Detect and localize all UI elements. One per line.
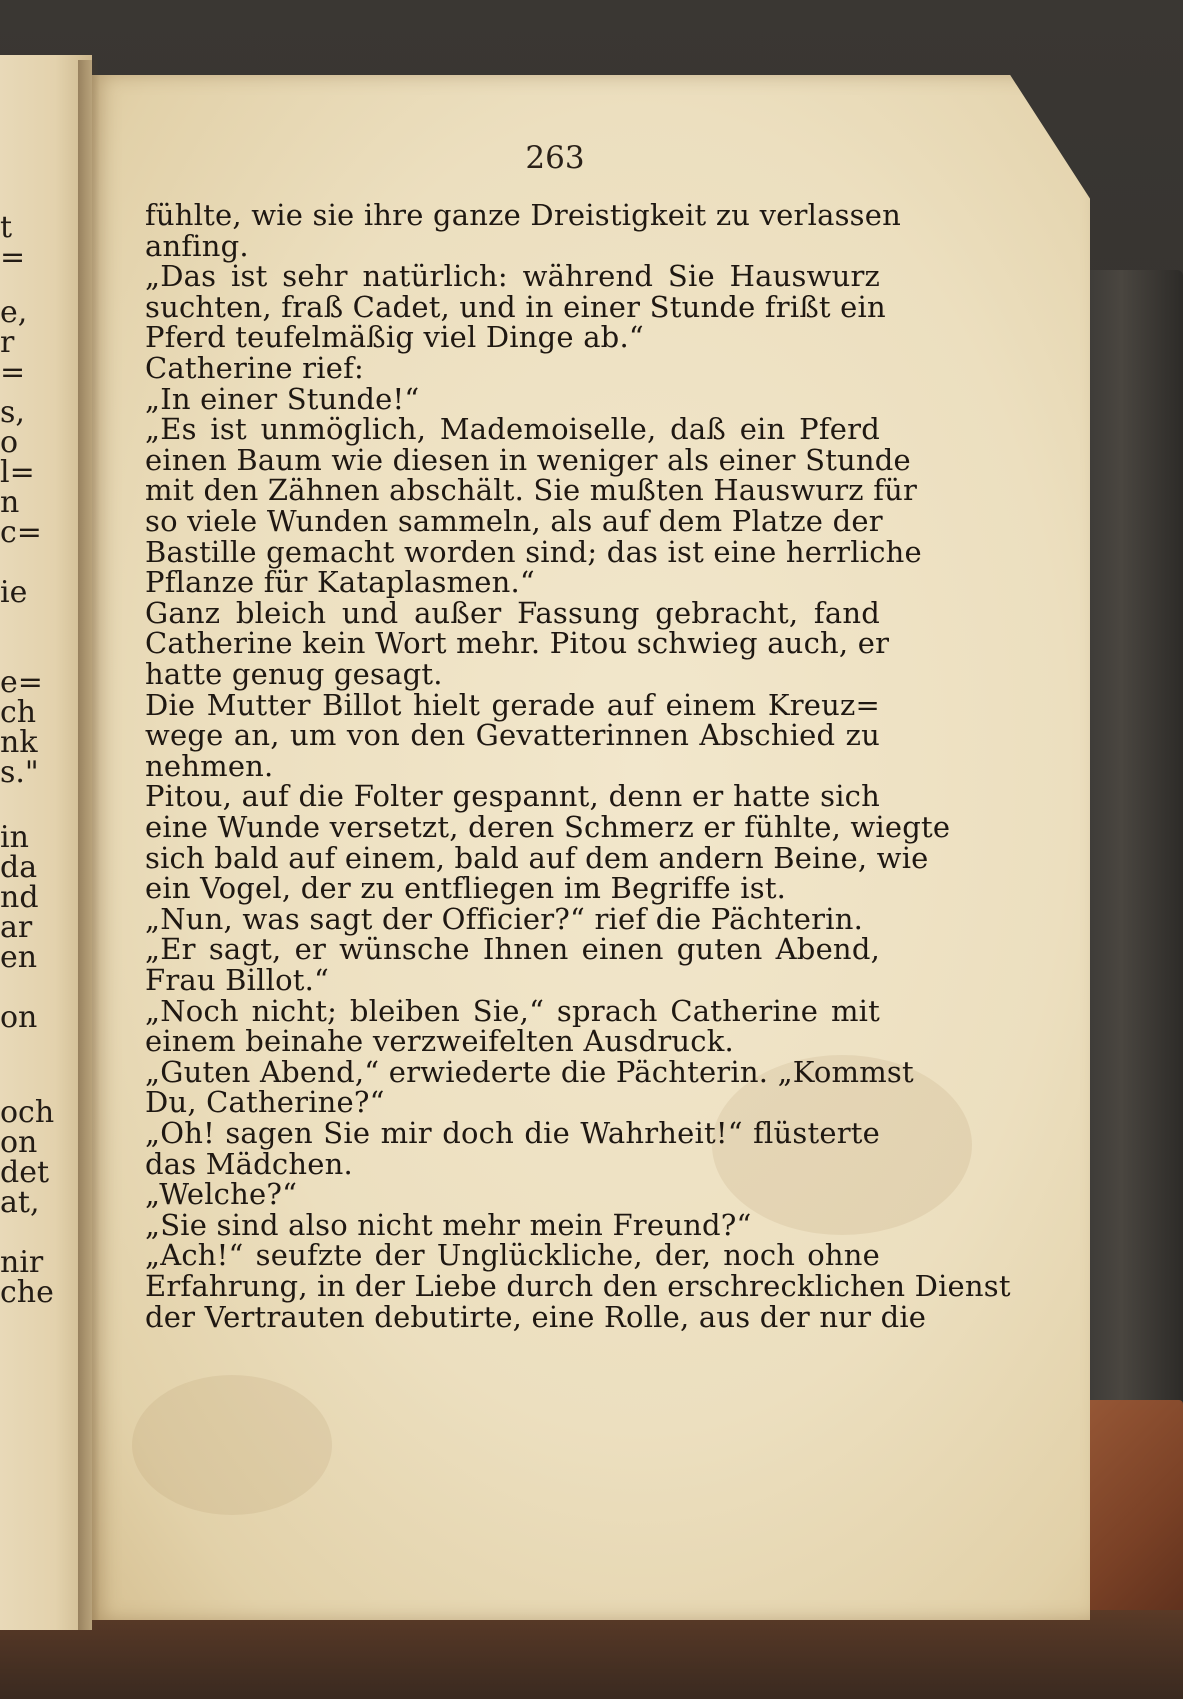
text-line: „Ach!“ seufzte der Unglückliche, der, noch ohne [145,1238,880,1272]
left-page-fragment: r [0,325,15,360]
paper-stain [132,1375,332,1515]
text-line: „Nun, was sagt der Officier?“ rief die Pächterin. [145,902,864,936]
page-number: 263 [525,140,585,176]
book-spine-bottom [0,1610,1183,1699]
left-page-fragment: ch [0,695,37,730]
text-line: das Mädchen. [145,1147,353,1181]
left-page-fragment: nk [0,725,38,760]
left-page-fragment: nir [0,1245,44,1280]
text-line: so viele Wunden sammeln, als auf dem Platze der [145,504,883,538]
left-page-fragment: on [0,1125,38,1160]
text-line: Frau Billot.“ [145,963,330,997]
text-line: „Es ist unmöglich, Mademoiselle, daß ein Pferd [145,412,880,446]
left-page-fragment: och [0,1095,55,1130]
left-page-fragment: at, [0,1185,40,1220]
page-gutter [78,60,100,1630]
text-line: hatte genug gesagt. [145,657,443,691]
text-line: fühlte, wie sie ihre ganze Dreistigkeit zu verlassen [145,198,901,232]
text-line: sich bald auf einem, bald auf dem andern Beine, wie [145,841,929,875]
left-page-fragment: = [0,240,26,275]
left-page-fragment: = [0,355,26,390]
text-line: Die Mutter Billot hielt gerade auf einem Kreuz= [145,688,880,722]
left-page-fragment: en [0,940,38,975]
text-line: „In einer Stunde!“ [145,382,420,416]
left-page-fragment: det [0,1155,50,1190]
left-page-fragment: ie [0,575,28,610]
text-line: der Vertrauten debutirte, eine Rolle, aus der nur die [145,1300,927,1334]
text-line: Bastille gemacht worden sind; das ist eine herrliche [145,535,922,569]
text-line: wege an, um von den Gevatterinnen Abschied zu [145,718,880,752]
left-page-fragment: s." [0,755,39,790]
text-line: mit den Zähnen abschält. Sie mußten Hauswurz für [145,473,918,507]
text-line: „Er sagt, er wünsche Ihnen einen guten Abend, [145,932,880,966]
text-line: „Guten Abend,“ erwiederte die Pächterin. „Kommst [145,1055,914,1089]
text-line: einen Baum wie diesen in weniger als einer Stunde [145,443,911,477]
text-line: Catherine rief: [145,351,364,385]
left-page-fragment: e= [0,665,43,700]
text-line: suchten, fraß Cadet, und in einer Stunde frißt ein [145,290,886,324]
text-line: Pflanze für Kataplasmen.“ [145,565,535,599]
left-page-fragment: in [0,820,29,855]
text-line: ein Vogel, der zu entfliegen im Begriffe ist. [145,871,787,905]
left-page-fragment: on [0,1000,38,1035]
text-line: Pitou, auf die Folter gespannt, denn er hatte sich [145,779,880,813]
text-line: „Sie sind also nicht mehr mein Freund?“ [145,1208,752,1242]
left-page-fragment: c= [0,515,42,550]
left-page-fragment: n [0,485,20,520]
text-line: anfing. [145,229,249,263]
left-page-fragment: ar [0,910,33,945]
text-line: einem beinahe verzweifelten Ausdruck. [145,1024,734,1058]
left-page-fragment: l= [0,455,35,490]
text-line: „Welche?“ [145,1177,298,1211]
left-page-fragment: e, [0,295,28,330]
left-page-fragment: da [0,850,38,885]
text-line: Erfahrung, in der Liebe durch den erschrecklichen Dienst [145,1269,1011,1303]
text-line: Ganz bleich und außer Fassung gebracht, fand [145,596,880,630]
text-line: „Noch nicht; bleiben Sie,“ sprach Catherine mit [145,994,880,1028]
text-line: Pferd teufelmäßig viel Dinge ab.“ [145,320,644,354]
text-line: eine Wunde versetzt, deren Schmerz er fühlte, wiegte [145,810,951,844]
left-page-fragment: s, [0,395,25,430]
text-line: Catherine kein Wort mehr. Pitou schwieg auch, er [145,626,890,660]
text-line: nehmen. [145,749,274,783]
text-line: „Oh! sagen Sie mir doch die Wahrheit!“ flüsterte [145,1116,880,1150]
left-page-fragment: o [0,425,19,460]
text-line: „Das ist sehr natürlich: während Sie Hauswurz [145,259,880,293]
left-page-fragment: nd [0,880,39,915]
left-page-fragment: t [0,210,13,245]
text-line: Du, Catherine?“ [145,1085,385,1119]
left-page-fragment: che [0,1275,54,1310]
